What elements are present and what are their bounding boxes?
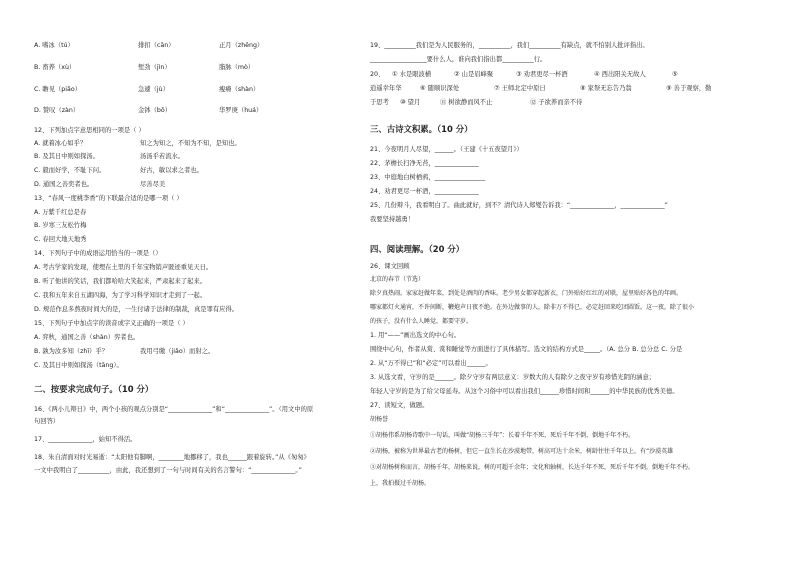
q11-row-a [34, 42, 263, 50]
q27-passage-line3: ③对胡杨树称而言，胡杨千年，胡杨来说，树的可超千余年；文化和轴树，长达千年不死，死后千年不倒，倒地千年不朽。 [370, 464, 695, 471]
q20-item-9: ⑧ 家祭无忘告乃翁 [580, 85, 632, 92]
q20-item-11: 于思考 [370, 99, 389, 106]
q20-item-3: ③ 劝君更尽一杯酒 [516, 71, 568, 78]
q26-passage-line3: 的孩子，没有什么人睡觉，都要守岁。 [370, 318, 473, 325]
q19-line2: __________________要什么人，谁向我们指出都__________行。 [370, 56, 547, 63]
q13-option-c: C. 春回大地天地秀 [34, 236, 87, 243]
q20-item-12: ⑩ 望月 [400, 99, 421, 106]
q20-item-6: 逍遥幸年华 [370, 85, 402, 92]
q26-sub3-line2: 年轻人守岁的是为了给父母延寿。从这个习俗中可以看出我们______珍惜时间和______的中华民族的优秀美德。 [370, 388, 679, 395]
q20-item-5: ⑤ [672, 71, 678, 78]
q14-option-b: B. 听了他讲的笑话，我们都哈哈大笑起来，严肃起来了起来。 [34, 278, 207, 285]
q26-sub2: 2. 从“万不得已”和“必定”可以看出______。 [370, 360, 492, 367]
q11-row-d [34, 107, 262, 115]
q13-stem: 13、“春风一度桃李香”的下联最合适的是哪一项（ ） [34, 195, 183, 202]
q25-line1: 25、几份辩斗，我看明白了。曲此就好，到不？清代诗人郑燮告诉我：“______________，______________” [370, 202, 668, 209]
q12-d-right: 尽善尽美 [140, 181, 166, 188]
q26-passage-title: 北京的春节（节选） [370, 276, 425, 283]
q11-row-c [34, 86, 259, 94]
q20-item-10: ⑨ 善于观察，勤 [666, 85, 712, 92]
q16-line1: 16、《两小儿辩日》中，两个小孩的观点分别是“______________”和“______________”。（用文中的原 [34, 406, 314, 413]
q26-passage-line1: 除夕真热闹。家家赶做年菜，到处是酒肉的香味。老少男女都穿起新衣，门外贴好红红的对联，屋里贴好各色的年画。 [370, 290, 683, 297]
q20-row1 [370, 71, 678, 79]
q20-item-8: ⑦ 王师北定中原日 [494, 85, 546, 92]
q14-option-a: A. 考古学家的发现，使埋在土里的千年宝物销声匿迹重见天日。 [34, 264, 213, 271]
q17: 17、______________，始知不得活。 [34, 436, 137, 443]
q12-c-right: 好古，敏以求之者也。 [140, 167, 203, 174]
q20-item-7: ⑥ 随顺识深处 [420, 85, 460, 92]
section-4-heading: 四、阅读理解。（20 分） [370, 244, 465, 254]
q15-option-b: B. 孰为汝多知（zhī）乎？ [34, 348, 109, 355]
q19-line1: 19、__________我们是为人民服务的，__________，我们__________有缺点，就不怕别人批评指出。 [370, 42, 649, 49]
q14-option-c: C. 我和五年来自五湖四海，为了学习科学知识才走到了一起。 [34, 292, 207, 299]
q12-c-left: C. 毅而好学，不耻下问。 [34, 167, 106, 174]
option-b-word3: 脂脉（mò） [219, 64, 255, 71]
q26-sub1: 1. 用“——”画出选文的中心句。 [370, 332, 461, 339]
option-c-word3: 瘦瘠（shàn） [219, 86, 260, 93]
q12-row-c [34, 167, 203, 175]
q27-passage-title: 胡杨誉 [370, 416, 389, 423]
q12-row-b [34, 153, 184, 161]
q12-row-a [34, 140, 241, 148]
q20-item-2: ② 山是眉峰聚 [454, 71, 494, 78]
q20-item-1: ① 水是眼波横 [392, 71, 432, 78]
option-a-word3: 正月（zhēng） [219, 42, 264, 49]
option-c-word2: 急遽（jù） [138, 86, 169, 93]
option-a-word2: 排扣（cān） [138, 42, 175, 49]
q15-option-c: C. 及其日中则如探汤（tāng）。 [34, 362, 123, 369]
q14-option-d: D. 规范作息多熬夜时间大的是，一生付诸于法律的制裁，真是罪有应得。 [34, 306, 239, 313]
section-3-heading: 三、古诗文积累。（10 分） [370, 124, 473, 134]
q20-item-13: ⑪ 树欲静而风不止 [440, 99, 493, 106]
q20-label: 20、 [370, 71, 385, 78]
q14-stem: 14、下列句子中的成语运用恰当的一项是（） [34, 250, 162, 257]
q20-row3 [370, 99, 582, 107]
option-b-word2: 堑劲（jìn） [138, 64, 171, 71]
q11-row-b [34, 64, 254, 72]
q15-option-a: A. 弈秋，通国之善（shàn）弈者也。 [34, 334, 140, 341]
q12-a-left: A. 就着冰心如乎？ [34, 140, 87, 147]
q23: 23、中庭地白树栖鸦，________________ [370, 174, 486, 181]
q25-line2: 我要坚持越勇！ [370, 216, 415, 223]
option-d-word2: 金钵（bō） [138, 107, 172, 114]
q27-passage-line4: 上，我拍摄过千胡杨。 [370, 480, 431, 487]
q15-option-b-right: 我用弓缴（jiǎo）而射之。 [140, 348, 215, 355]
q21: 21、今夜明月人尽望，______。（王建《十五夜望月》） [370, 146, 523, 153]
q22: 22、茅檐长扫净无苔，______________ [370, 160, 479, 167]
q20-row2 [370, 85, 711, 93]
q18-line1: 18、朱自清面对时光易逝：“太阳他有脚啊，________地挪移了，我也______跟着旋转。”从《匆匆》 [34, 454, 310, 461]
q27-passage-line1: ①胡杨伟系胡杨诗歌中一句话，叫做“胡杨三千年”：长着千年不死，死后千年不倒，倒地千年不朽。 [370, 432, 635, 439]
q15-stem: 15、下列句子中加点字的读音或字义正确的一项是（ ） [34, 320, 189, 327]
q13-option-b: B. 岁寒三友松竹梅 [34, 222, 87, 229]
section-2-heading: 二、按要求完成句子。（10 分） [34, 384, 154, 394]
q27-heading: 27、读短文，做题。 [370, 402, 429, 409]
q12-a-right: 知之为知之，不知为不知，是知也。 [140, 140, 241, 147]
option-d-word3: 华罗庚（huá） [219, 107, 263, 114]
option-a-word1: A. 嗜冰（tú） [34, 42, 74, 49]
q26-sub3-line1: 3. 从选文看，守岁的是______。除夕守岁有两层意义：岁数大的人有除夕之夜守岁有珍惜光阴的涵意； [370, 374, 656, 381]
option-d-word1: D. 赞叹（zàn） [34, 107, 80, 114]
q12-d-left: D. 通国之善奕者也。 [34, 181, 94, 188]
q26-sub1-detail: 围绕中心句，作者从赏、赏和睡觉等方面进行了具体描写。选文的结构方式是_____。（A. 总分 B. 总分总 C. 分是 [370, 346, 683, 353]
q16-line2: 句回答） [34, 418, 60, 425]
q26-heading: 26、课文回顾 [370, 263, 410, 270]
option-b-word1: B. 畜养（xù） [34, 64, 76, 71]
q18-line2: 一文中我明白了__________，由此，我还想到了一句与时间有关的名言警句：“______________。” [34, 467, 302, 474]
q12-row-d [34, 181, 165, 189]
q15-row-b [34, 348, 214, 356]
q12-b-left: B. 及其日中则如探汤。 [34, 153, 99, 160]
q13-option-a: A. 万紫千红总是春 [34, 209, 87, 216]
option-c-word1: C. 瞻见（piǎo） [34, 86, 82, 93]
q24: 24、劝君更尽一杯酒，______________ [370, 188, 479, 195]
q12-stem: 12、下列加点字意思相同的一项是（ ） [34, 127, 145, 134]
q26-passage-line2: 哪家都灯火通宵，不许间断，鞭炮声日夜不绝。在外边做事的人，除非万不得已，必定赶回来吃团圆饭。这一夜，除了很小 [370, 304, 695, 311]
q27-passage-line2: ②胡杨，被称为世界最古老的杨树，但它一直生长在沙漠地带，树高可达十余米，树龄往往千年以上，有“沙漠英雄 [370, 448, 674, 455]
q12-b-right: 汤汤乎若流水。 [140, 153, 185, 160]
q20-item-4: ④ 西出阳关无故人 [594, 71, 646, 78]
q20-item-14: ⑫ 子欲养而亲不待 [530, 99, 583, 106]
